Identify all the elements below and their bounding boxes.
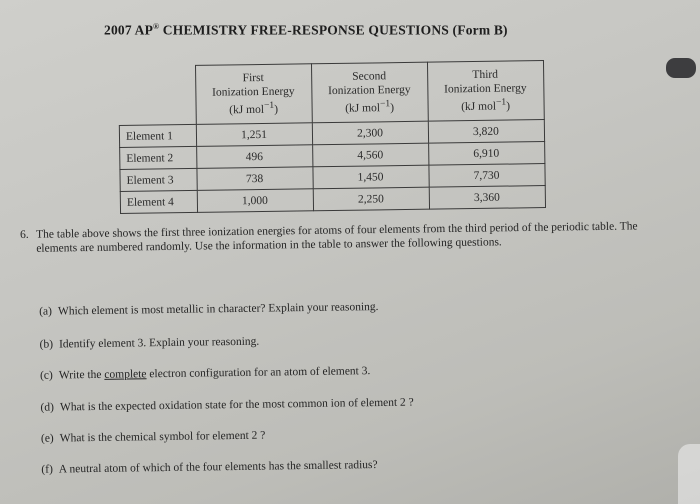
question-part-b: (b) Identify element 3. Explain your reasoning. bbox=[39, 335, 260, 351]
question-part-f: (f) A neutral atom of which of the four elements has the smallest radius? bbox=[41, 459, 378, 476]
table-corner bbox=[119, 65, 196, 125]
glare-corner bbox=[678, 444, 700, 504]
question-intro bbox=[20, 219, 660, 256]
column-header: First Ionization Energy (kJ mol$^{-1}$) bbox=[195, 64, 312, 125]
row-label: Element 2 bbox=[120, 146, 197, 169]
table-cell: 3,820 bbox=[428, 120, 544, 144]
question-intro-text: The table above shows the first three ionization energies for atoms of four elements from the third period of the periodic table. The elements are numbered randomly. Use the information in the table to answer the following questions. bbox=[36, 220, 638, 255]
dark-object bbox=[666, 58, 696, 78]
emphasis-underline: complete bbox=[104, 368, 147, 381]
table-cell: 738 bbox=[196, 167, 312, 191]
row-label: Element 4 bbox=[120, 190, 197, 213]
page-title: 2007 AP® CHEMISTRY FREE-RESPONSE QUESTIONS (Form B) bbox=[104, 22, 508, 38]
column-header: Third Ionization Energy (kJ mol$^{-1}$) bbox=[427, 61, 544, 122]
question-block bbox=[20, 219, 660, 476]
table-row bbox=[120, 186, 545, 214]
table-cell: 1,000 bbox=[197, 189, 313, 213]
question-part-a: (a) Which element is most metallic in character? Explain your reasoning. bbox=[39, 301, 379, 318]
table-cell: 7,730 bbox=[428, 164, 544, 188]
row-label: Element 3 bbox=[120, 168, 197, 191]
table-cell: 1,251 bbox=[196, 123, 312, 147]
table-cell: 2,250 bbox=[313, 187, 429, 211]
table-cell: 2,300 bbox=[312, 121, 428, 145]
question-part-e: (e) What is the chemical symbol for element 2 ? bbox=[40, 429, 266, 445]
question-part-d: (d) What is the expected oxidation state for the most common ion of element 2 ? bbox=[40, 396, 414, 414]
table-cell: 1,450 bbox=[312, 165, 428, 189]
table-cell: 3,360 bbox=[429, 186, 545, 210]
table-header-row bbox=[119, 61, 544, 126]
question-part-c: (c) Write the complete electron configuration for an atom of element 3. bbox=[39, 365, 371, 382]
ionization-energy-table bbox=[118, 60, 546, 214]
question-number: 6. bbox=[20, 228, 29, 241]
table-cell: 6,910 bbox=[428, 142, 544, 166]
column-header: Second Ionization Energy (kJ mol$^{-1}$) bbox=[311, 62, 428, 123]
table-cell: 496 bbox=[196, 145, 312, 169]
table-cell: 4,560 bbox=[312, 143, 428, 167]
row-label: Element 1 bbox=[119, 124, 196, 147]
